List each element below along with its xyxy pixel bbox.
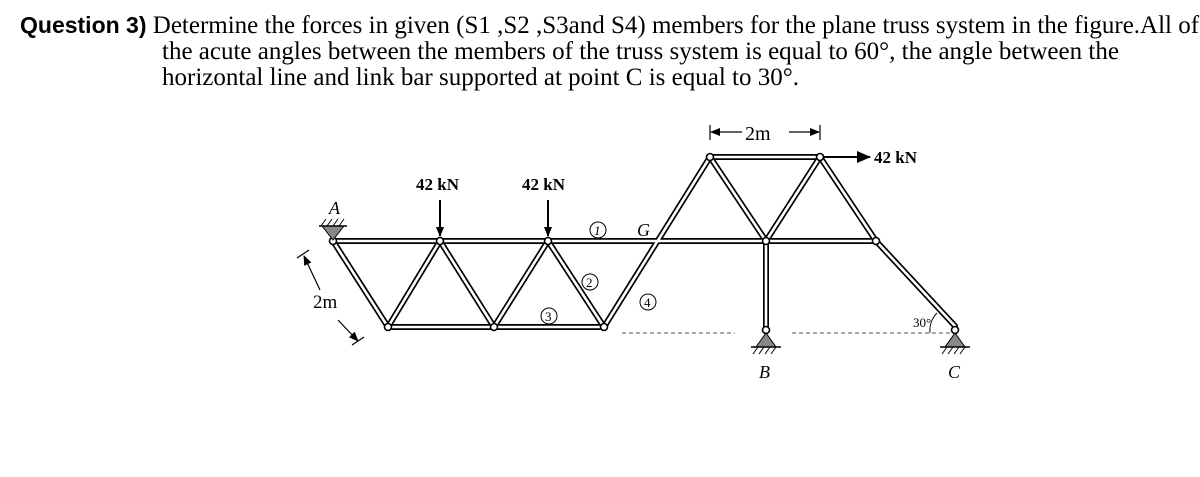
joint: [763, 238, 770, 245]
node-A-label: A: [329, 198, 340, 218]
member-label-1: [590, 222, 606, 238]
svg-text:1: 1: [594, 223, 601, 238]
joint: [817, 154, 824, 161]
svg-text:2: 2: [586, 275, 593, 290]
support-A: [319, 219, 347, 240]
member-label-4: [640, 294, 656, 310]
svg-text:4: 4: [644, 295, 651, 310]
question-line-1-text: Determine the forces in given (S1 ,S2 ,S3and S4) members for the plane truss system in the figure.All of: [152, 12, 1200, 39]
load-right-label: 42 kN: [874, 148, 917, 167]
joint: [385, 324, 392, 331]
load-middle-label: 42 kN: [522, 175, 565, 194]
joint: [873, 238, 880, 245]
dimension-left-label: 2m: [313, 292, 338, 313]
angle-label: 30°: [913, 315, 932, 330]
question-line-3: horizontal line and link bar supported at point C is equal to 30°.: [162, 64, 799, 91]
load-left-label: 42 kN: [416, 175, 459, 194]
member-label-3: [541, 308, 557, 324]
joint: [601, 324, 608, 331]
joint: [437, 238, 444, 245]
member-label-2: [582, 274, 598, 290]
joint: [491, 324, 498, 331]
question-line-2: the acute angles between the members of the truss system is equal to 60°, the angle between the: [162, 38, 1119, 65]
joint: [545, 238, 552, 245]
dimension-top-label: 2m: [745, 123, 771, 145]
node-C-label: C: [948, 362, 961, 382]
support-B: [751, 333, 781, 354]
support-C: [940, 333, 970, 354]
node-G-label: G: [637, 220, 650, 240]
question-label: Question 3): [20, 12, 147, 38]
joint: [707, 154, 714, 161]
node-B-label: B: [759, 362, 770, 382]
svg-text:3: 3: [545, 309, 552, 324]
